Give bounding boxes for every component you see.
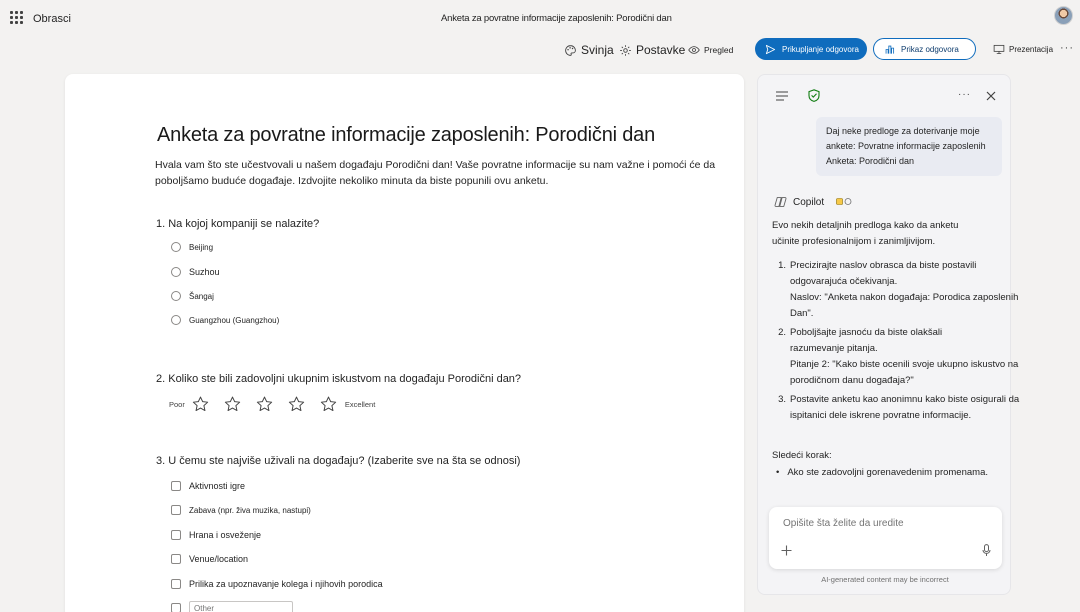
option-label: Beijing bbox=[189, 242, 214, 252]
user-message: Daj neke predloge za doterivanje moje ankete: Povratne informacije zaposlenih Anketa: Porodični dan bbox=[816, 117, 1002, 176]
collect-responses-button[interactable] bbox=[755, 38, 867, 60]
theme-button[interactable] bbox=[564, 43, 614, 57]
question-2-label[interactable]: 2. Koliko ste bili zadovoljni ukupnim iskustvom na događaju Porodični dan? bbox=[156, 373, 522, 385]
radio-button[interactable] bbox=[171, 267, 181, 277]
app-launcher-icon[interactable] bbox=[10, 11, 23, 24]
option-label: Prilika za upoznavanje kolega i njihovih porodica bbox=[189, 579, 383, 589]
next-step-label: Sledeći korak: bbox=[772, 450, 832, 461]
add-icon[interactable] bbox=[781, 545, 792, 556]
sensitivity-badge-icon[interactable] bbox=[836, 197, 852, 207]
radio-button[interactable] bbox=[171, 315, 181, 325]
rating-high-label: Excellent bbox=[344, 399, 376, 409]
q1-option[interactable] bbox=[171, 315, 279, 325]
q3-other-option[interactable] bbox=[171, 601, 293, 612]
q1-option[interactable] bbox=[171, 291, 214, 301]
suggestion-item: 1. Precizirajte naslov obrasca da biste postavili odgovarajuća očekivanja. Naslov: "Anketa nakon događaja: Porodica zaposlenih Dan". bbox=[778, 260, 1019, 319]
radio-button[interactable] bbox=[171, 291, 181, 301]
radio-button[interactable] bbox=[171, 242, 181, 252]
bar-chart-icon bbox=[884, 44, 895, 55]
present-button[interactable] bbox=[993, 44, 1053, 55]
user-avatar[interactable] bbox=[1054, 6, 1073, 25]
checkbox[interactable] bbox=[171, 481, 181, 491]
collect-responses-label: Prikupljanje odgovora bbox=[782, 44, 859, 54]
question-3-label[interactable]: 3. U čemu ste najviše uživali na događaju? (Izaberite sve na šta se odnosi) bbox=[156, 455, 521, 467]
copilot-logo-icon bbox=[774, 196, 787, 208]
other-input[interactable] bbox=[189, 601, 293, 612]
option-label: Aktivnosti igre bbox=[189, 481, 246, 491]
copilot-name: Copilot bbox=[793, 196, 825, 208]
option-label: Zabava (npr. živa muzika, nastupi) bbox=[189, 505, 311, 515]
more-options-icon[interactable]: ··· bbox=[1060, 42, 1074, 54]
copilot-panel bbox=[757, 74, 1020, 595]
shield-icon[interactable] bbox=[808, 89, 820, 102]
star-icon[interactable] bbox=[281, 394, 313, 414]
option-label: Guangzhou (Guangzhou) bbox=[189, 315, 280, 325]
option-label: Venue/location bbox=[189, 554, 249, 564]
present-label: Prezentacija bbox=[1009, 45, 1054, 54]
star-rating[interactable] bbox=[169, 394, 375, 414]
checkbox[interactable] bbox=[171, 554, 181, 564]
q3-option[interactable] bbox=[171, 579, 383, 589]
suggestion-item: 3. Postavite anketu kao anonimnu kako biste osigurali da ispitanici dele iskrene povratne informacije. bbox=[778, 394, 1020, 421]
gear-icon bbox=[619, 44, 632, 57]
checkbox[interactable] bbox=[171, 505, 181, 515]
eye-icon bbox=[688, 45, 700, 55]
view-responses-label: Prikaz odgovora bbox=[901, 44, 959, 54]
microphone-icon[interactable] bbox=[982, 544, 991, 557]
checkbox[interactable] bbox=[171, 530, 181, 540]
preview-button[interactable] bbox=[688, 45, 733, 55]
app-name[interactable]: Obrasci bbox=[33, 13, 71, 25]
option-label: Hrana i osveženje bbox=[189, 530, 262, 540]
close-icon[interactable] bbox=[986, 91, 996, 101]
star-icon[interactable] bbox=[185, 394, 217, 414]
option-label: Suzhou bbox=[189, 267, 220, 277]
palette-icon bbox=[564, 44, 577, 57]
preview-label: Pregled bbox=[704, 45, 734, 55]
form-description[interactable]: Hvala vam što ste učestvovali u našem događaju Porodični dan! Vaše povratne informacije su nam važne i pomoći će da poboljšamo buduće događaje. Izdvojite nekoliko minuta da biste popunili ovu anketu. bbox=[155, 159, 716, 187]
document-title[interactable]: Anketa za povratne informacije zaposlenih: Porodični dan bbox=[441, 13, 672, 24]
settings-button[interactable] bbox=[619, 43, 685, 57]
suggestion-list bbox=[772, 258, 1034, 427]
checkbox[interactable] bbox=[171, 603, 181, 612]
next-step-item: • Ako ste zadovoljni gorenavedenim promenama. bbox=[776, 467, 988, 478]
theme-label: Svinja bbox=[581, 43, 614, 57]
rating-low-label: Poor bbox=[169, 399, 185, 409]
option-label: Šangaj bbox=[189, 291, 214, 301]
star-icon[interactable] bbox=[313, 394, 345, 414]
top-bar bbox=[0, 0, 1080, 36]
copilot-intro: Evo nekih detaljnih predloga kako da anketu učinite profesionalnijom i zanimljivijom. bbox=[772, 220, 959, 247]
suggestion-item: 2. Poboljšajte jasnoću da biste olakšali razumevanje pitanja. Pitanje 2: "Kako biste ocenili svoje ukupno iskustvo na porodičnom danu događaja?" bbox=[778, 327, 1019, 386]
q3-option[interactable] bbox=[171, 530, 261, 540]
compose-box bbox=[769, 507, 1002, 569]
form-card bbox=[65, 74, 744, 612]
q3-option[interactable] bbox=[171, 505, 311, 515]
checkbox[interactable] bbox=[171, 579, 181, 589]
copilot-header bbox=[774, 196, 852, 208]
q1-option[interactable] bbox=[171, 242, 213, 252]
q3-option[interactable] bbox=[171, 481, 245, 491]
compose-input[interactable] bbox=[783, 518, 983, 529]
settings-label: Postavke bbox=[636, 43, 686, 57]
send-icon bbox=[765, 44, 776, 55]
presentation-icon bbox=[993, 44, 1005, 55]
star-icon[interactable] bbox=[217, 394, 249, 414]
q3-option[interactable] bbox=[171, 554, 248, 564]
menu-icon[interactable] bbox=[776, 91, 788, 101]
more-options-icon[interactable]: ··· bbox=[958, 89, 971, 100]
ai-disclaimer: AI-generated content may be incorrect bbox=[821, 575, 949, 584]
star-icon[interactable] bbox=[249, 394, 281, 414]
q1-option[interactable] bbox=[171, 267, 220, 277]
view-responses-button[interactable] bbox=[873, 38, 976, 60]
question-1-label[interactable]: 1. Na kojoj kompaniji se nalazite? bbox=[156, 218, 320, 230]
form-title[interactable]: Anketa za povratne informacije zaposlenih: Porodični dan bbox=[157, 124, 655, 146]
